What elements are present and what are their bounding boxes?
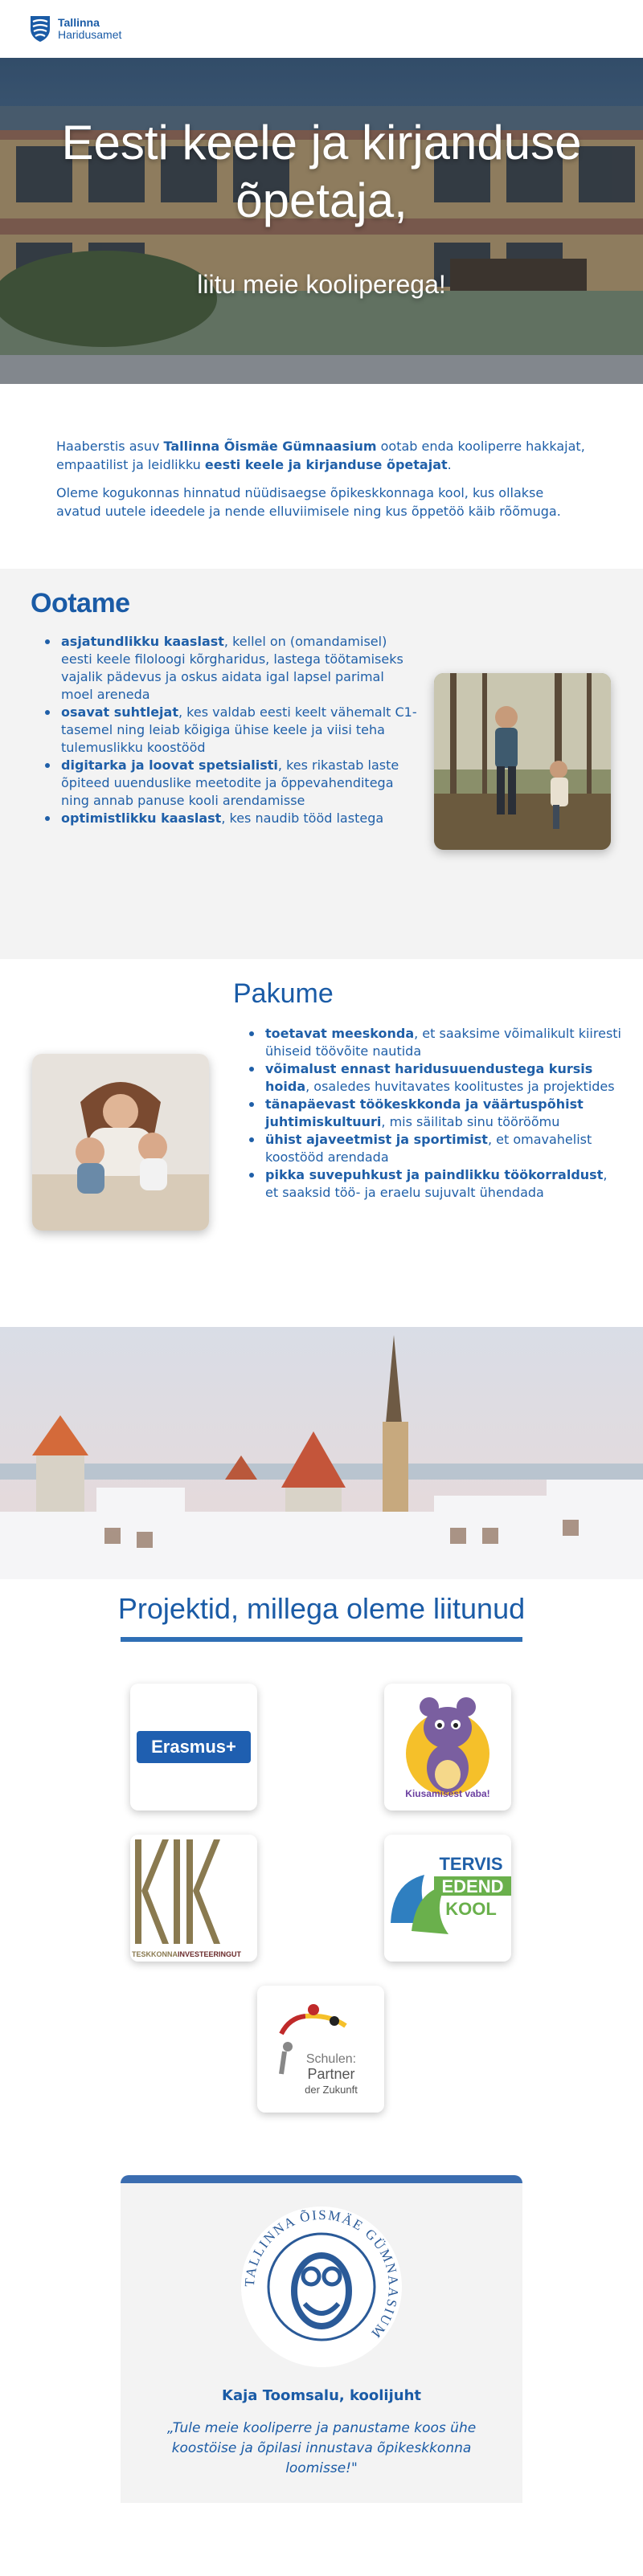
tervist-edendav-kool-logo xyxy=(384,1835,511,1962)
hiking-photo xyxy=(434,673,611,850)
list-item-text: , et saaksime võimalikult kiiresti ühiseid töövõite nautida xyxy=(265,1026,621,1059)
list-item-text: , kes rikastab laste õpiteed uuenduslike meetodite ja õppevahenditega ning annab panuse kooli arendamisse xyxy=(61,757,399,808)
projects-divider xyxy=(121,1637,522,1642)
list-item-bold: tänapäevast töökeskkonda ja väärtuspõhist juhtimiskultuuri xyxy=(265,1096,584,1129)
list-item xyxy=(244,1166,622,1202)
list-item xyxy=(40,633,418,704)
hero-title xyxy=(0,114,643,230)
oismae-gymnasium-seal xyxy=(237,2202,406,2371)
haridusamet-shield-icon xyxy=(29,14,51,43)
kiusamisest-vaba-text: Kiusamisest vaba! xyxy=(405,1788,490,1799)
list-item-bold: osavat suhtlejat xyxy=(61,704,178,720)
intro-role: eesti keele ja kirjanduse õpetajat xyxy=(204,457,448,472)
kiusamisest-vaba-logo xyxy=(395,1691,500,1803)
tallinna-haridusamet-logo[interactable] xyxy=(29,14,121,43)
list-item-text: , kes valdab eesti keelt vähemalt C1-tasemel ning leiab kõigiga ühise keele ja viisi teha tulemuslikku koostööd xyxy=(61,704,417,755)
hero-title-line-1: Eesti keele ja kirjanduse xyxy=(61,116,582,169)
tervist-edendav-kool-logo-card[interactable] xyxy=(384,1835,511,1962)
list-item xyxy=(40,757,418,810)
pakume-title: Pakume xyxy=(233,978,334,1009)
kik-logo xyxy=(130,1835,257,1962)
tallinn-panorama-photo xyxy=(0,1327,643,1579)
intro-p1-end: . xyxy=(447,457,452,472)
principal-quote-section xyxy=(0,2175,643,2548)
logo-line-1: Tallinna xyxy=(58,16,100,29)
principal-quote-card xyxy=(121,2175,522,2503)
pasch-line-1: Schulen: xyxy=(305,2052,357,2066)
list-item xyxy=(244,1131,622,1166)
intro-paragraph-2: Oleme kogukonnas hinnatud nüüdisaegse õpikeskkonnaga kool, kus ollakse avatud uutele ideedele ja nende elluviimisele ning kus õppetöö käib rõõmuga. xyxy=(56,485,561,519)
hero-banner xyxy=(0,58,643,384)
pasch-partner-logo xyxy=(257,1986,384,2113)
logo-text xyxy=(58,17,121,41)
list-item-bold: digitarka ja loovat spetsialisti xyxy=(61,757,278,773)
list-item-text: , mis säilitab sinu tööröõmu xyxy=(381,1114,560,1129)
list-item-text: , kes naudib tööd lastega xyxy=(221,810,384,826)
kik-sub-a: TESKKONNA xyxy=(132,1950,178,1958)
list-item-bold: optimistlikku kaaslast xyxy=(61,810,222,826)
principal-name: Kaja Toomsalu, koolijuht xyxy=(222,2387,421,2404)
erasmus-logo xyxy=(133,1723,254,1771)
principal-quote-text: „Tule meie kooliperre ja panustame koos ühe koostöise ja õpilasi innustava õpikeskkonna loomisse!" xyxy=(166,2420,477,2476)
list-item-text: , kellel on (omandamisel) eesti keele filoloogi kõrgharidus, lastega töötamiseks vajalik pädevus ja oskus aidata igal lapsel parimal moel areneda xyxy=(61,634,403,702)
ootame-list xyxy=(40,633,418,827)
tervis-line-2: EDEND xyxy=(441,1876,504,1896)
list-item-bold: ühist ajaveetmist ja sportimist xyxy=(265,1132,488,1147)
projects-section xyxy=(0,1579,643,2175)
list-item-text: , et omavahelist koostööd arendada xyxy=(265,1132,592,1165)
hero-title-line-2: õpetaja, xyxy=(235,174,408,227)
intro-paragraph-1 xyxy=(56,437,588,474)
kik-sub-b: INVESTEERINGUT xyxy=(178,1950,242,1958)
erasmus-logo-text: Erasmus+ xyxy=(151,1737,236,1757)
tallinn-panorama-image xyxy=(0,1327,643,1579)
pasch-line-3: der Zukunft xyxy=(305,2084,358,2096)
intro-p1-before: Haaberstis asuv xyxy=(56,439,164,454)
pasch-line-2: Partner xyxy=(307,2066,355,2082)
erasmus-logo-card[interactable] xyxy=(130,1684,257,1811)
hero-subtitle: liitu meie kooliperega! xyxy=(197,270,446,299)
list-item xyxy=(40,704,418,757)
list-item-text: , osaledes huvitavates koolitustes ja projektides xyxy=(305,1079,615,1094)
list-item-bold: võimalust ennast haridusuuendustega kursis hoida xyxy=(265,1061,593,1094)
list-item xyxy=(244,1025,622,1060)
kiusamisest-vaba-logo-card[interactable] xyxy=(384,1684,511,1811)
ootame-section xyxy=(0,569,643,959)
logo-line-2: Haridusamet xyxy=(58,28,122,41)
intro-school-name: Tallinna Õismäe Gümnaasium xyxy=(163,439,377,454)
pakume-list xyxy=(244,1025,622,1202)
family-photo-image xyxy=(32,1054,209,1231)
ootame-title: Ootame xyxy=(31,588,130,618)
pasch-partner-logo-card[interactable] xyxy=(257,1986,384,2113)
kik-logo-card[interactable] xyxy=(130,1835,257,1962)
family-photo xyxy=(32,1054,209,1231)
top-bar xyxy=(0,0,643,58)
tervis-line-1: TERVIS xyxy=(439,1854,503,1874)
seal-text: TALLINNA ÕISMÄE GÜMNAASIUM xyxy=(241,2207,402,2342)
pakume-section xyxy=(0,959,643,1327)
list-item xyxy=(244,1060,622,1096)
hiking-photo-image xyxy=(434,673,611,850)
list-item xyxy=(40,810,418,827)
list-item-bold: pikka suvepuhkust ja paindlikku töökorraldust xyxy=(265,1167,604,1182)
intro-p1-middle: ootab enda kooliperre hakkajat, empaatilist ja leidlikku xyxy=(56,439,585,472)
list-item-text: , et saaksid töö- ja eraelu sujuvalt ühendada xyxy=(265,1167,608,1200)
list-item-bold: toetavat meeskonda xyxy=(265,1026,415,1041)
list-item-bold: asjatundlikku kaaslast xyxy=(61,634,224,649)
svg-text:TESKKONNAINVESTEERINGUT xyxy=(132,1950,242,1958)
intro-text xyxy=(0,384,643,569)
tervis-line-3: KOOL xyxy=(445,1899,497,1919)
projects-title: Projektid, millega oleme liitunud xyxy=(117,1592,526,1625)
list-item xyxy=(244,1096,622,1131)
